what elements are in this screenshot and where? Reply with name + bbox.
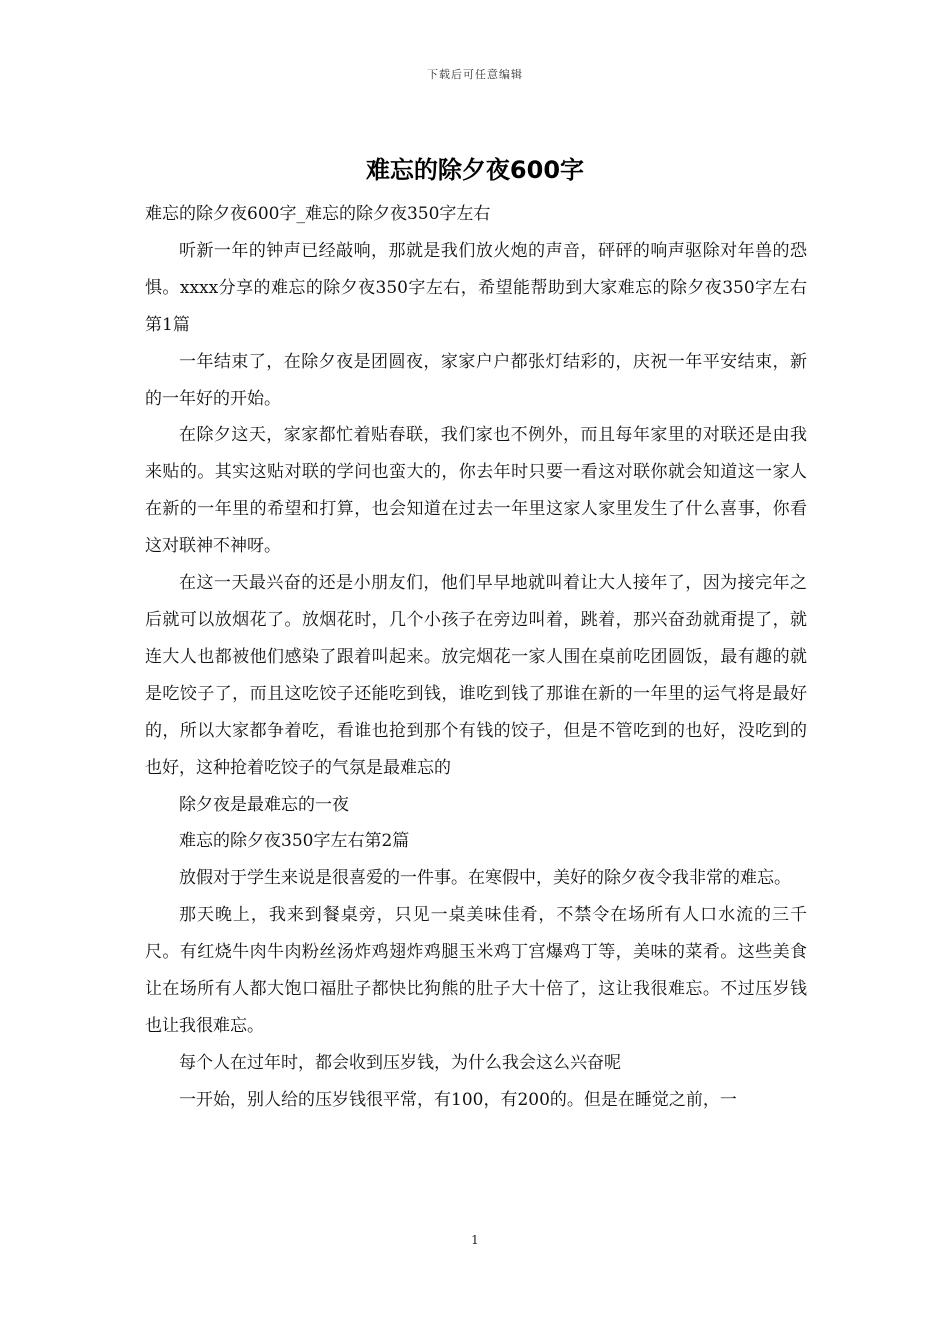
paragraph: 放假对于学生来说是很喜爱的一件事。在寒假中，美好的除夕夜令我非常的难忘。	[179, 868, 791, 889]
paragraph: 每个人在过年时，都会收到压岁钱，为什么我会这么兴奋呢	[179, 1052, 621, 1073]
page-number: 1	[471, 1233, 479, 1247]
paragraph: 那天晚上，我来到餐桌旁，只见一桌美味佳肴，不禁令在场所有人口水流的三千尺。有红烧牛肉牛肉粉丝汤炸鸡翅炸鸡腿玉米鸡丁宫爆鸡丁等，美味的菜肴。这些美食让在场所有人都大饱口福肚子都快比狗熊的肚子大十倍了，这让我很难忘。不过压岁钱也让我很难忘。	[145, 905, 807, 1036]
paragraph: 听新一年的钟声已经敲响，那就是我们放火炮的声音，砰砰的响声驱除对年兽的恐惧。xxxx分享的难忘的除夕夜350字左右，希望能帮助到大家难忘的除夕夜350字左右第1篇	[145, 240, 807, 335]
section-heading: 难忘的除夕夜350字左右第2篇	[179, 831, 410, 852]
paragraph: 除夕夜是最难忘的一夜	[179, 794, 349, 815]
paragraph: 一开始，别人给的压岁钱很平常，有100，有200的。但是在睡觉之前，一	[179, 1089, 737, 1110]
header-note: 下载后可任意编辑	[427, 68, 523, 81]
document-title: 难忘的除夕夜600字	[365, 156, 585, 184]
paragraph: 在这一天最兴奋的还是小朋友们，他们早早地就叫着让大人接年了，因为接完年之后就可以放烟花了。放烟花时，几个小孩子在旁边叫着，跳着，那兴奋劲就甭提了，就连大人也都被他们感染了跟着叫起来。放完烟花一家人围在桌前吃团圆饭，最有趣的就是吃饺子了，而且这吃饺子还能吃到钱，谁吃到钱了那谁在新的一年里的运气将是最好的，所以大家都争着吃，看谁也抢到那个有钱的饺子，但是不管吃到的也好，没吃到的也好，这种抢着吃饺子的气氛是最难忘的	[145, 573, 807, 778]
paragraph: 一年结束了，在除夕夜是团圆夜，家家户户都张灯结彩的，庆祝一年平安结束，新的一年好的开始。	[145, 351, 807, 409]
paragraph: 在除夕这天，家家都忙着贴春联，我们家也不例外，而且每年家里的对联还是由我来贴的。其实这贴对联的学问也蛮大的，你去年时只要一看这对联你就会知道这一家人在新的一年里的希望和打算，也会知道在过去一年里这家人家里发生了什么喜事，你看这对联神不神呀。	[145, 425, 807, 557]
paragraph: 难忘的除夕夜600字_难忘的除夕夜350字左右	[145, 204, 491, 224]
document-body	[145, 196, 807, 1119]
